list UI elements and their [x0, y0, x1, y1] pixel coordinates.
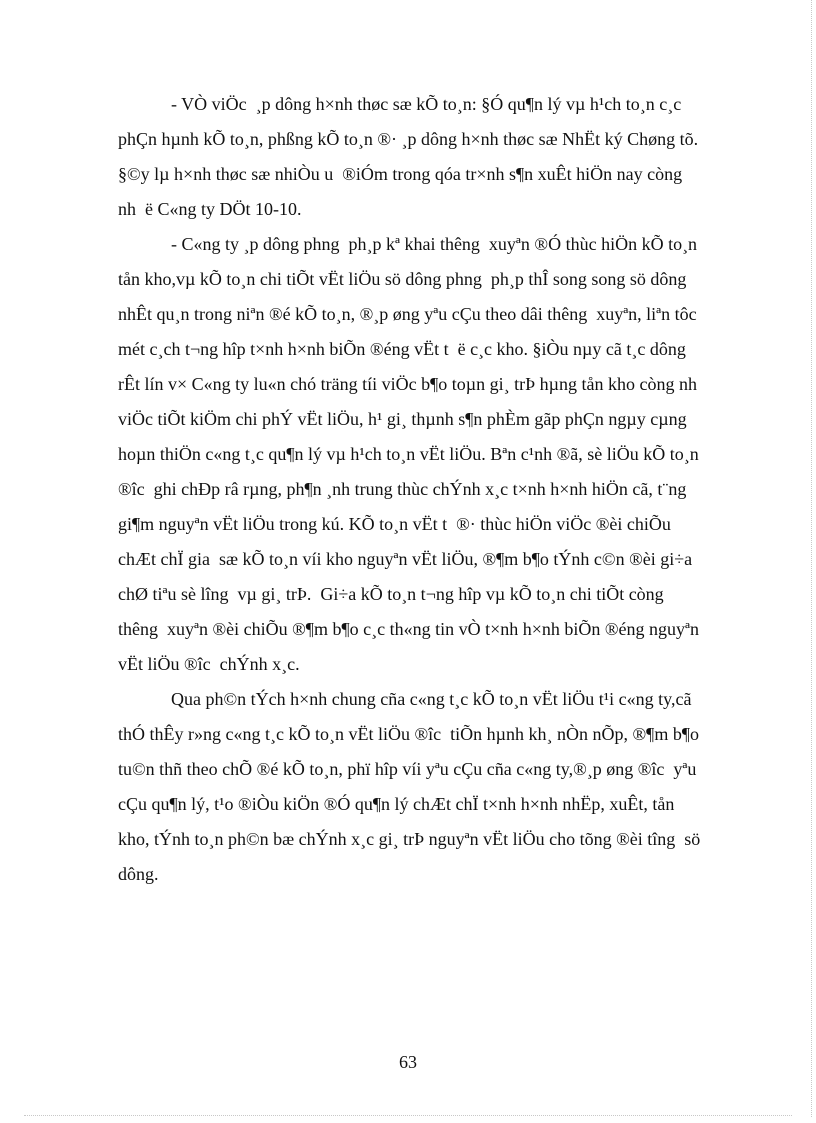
paragraph-1-line-1: - VÒ viÖc ¸p dông h×nh thøc sæ kÕ to¸n: §Ó qu¶n lý vµ h¹ch to¸n c¸c — [171, 94, 682, 114]
paragraph-2-line-12: thêng xuyªn ®èi chiÕu ®¶m b¶o c¸c th«ng tin vÒ t×nh h×nh biÕn ®éng nguyªn — [118, 619, 700, 639]
paragraph-2-line-6: viÖc tiÕt kiÖm chi phÝ vËt liÖu, h¹ gi¸ thµnh s¶n phÈm gãp phÇn ngµy cµng — [118, 409, 687, 429]
bottom-dotted-border — [24, 1115, 792, 1116]
paragraph-3-line-4: cÇu qu¶n lý, t¹o ®iÒu kiÖn ®Ó qu¶n lý chÆt chÏ t×nh h×nh nhËp, xuÊt, tån — [118, 794, 675, 814]
paragraph-2-line-7: hoµn thiÖn c«ng t¸c qu¶n lý vµ h¹ch to¸n vËt liÖu. Bªn c¹nh ®ã, sè liÖu kÕ to¸n — [118, 444, 699, 464]
paragraph-3-line-3: tu©n thñ theo chÕ ®é kÕ to¸n, phï hîp víi yªu cÇu cña c«ng ty,®¸p øng ®îc yªu — [118, 759, 697, 779]
paragraph-3-line-5: kho, tÝnh to¸n ph©n bæ chÝnh x¸c gi¸ trÞ nguyªn vËt liÖu cho tõng ®èi tîng sö — [118, 829, 701, 849]
page-number: 63 — [399, 1052, 417, 1072]
paragraph-2-line-9: gi¶m nguyªn vËt liÖu trong kú. KÕ to¸n vËt t ®· thùc hiÖn viÖc ®èi chiÕu — [118, 514, 671, 534]
paragraph-3-line-6: dông. — [118, 864, 159, 884]
paragraph-2-line-5: rÊt lín v× C«ng ty lu«n chó träng tíi viÖc b¶o toµn gi¸ trÞ hµng tån kho còng nh — [118, 374, 697, 394]
right-dotted-border — [811, 0, 812, 1117]
paragraph-3-line-2: thÓ thÊy r»ng c«ng t¸c kÕ to¸n vËt liÖu ®îc tiÕn hµnh kh¸ nÒn nÕp, ®¶m b¶o — [118, 724, 699, 744]
paragraph-2-line-1: - C«ng ty ¸p dông phng ph¸p kª khai thêng xuyªn ®Ó thùc hiÖn kÕ to¸n — [171, 234, 698, 254]
paragraph-2-line-13: vËt liÖu ®îc chÝnh x¸c. — [118, 654, 300, 674]
paragraph-2-line-11: chØ tiªu sè lîng vµ gi¸ trÞ. Gi÷a kÕ to¸n t¬ng hîp vµ kÕ to¸n chi tiÕt còng — [118, 584, 664, 604]
paragraph-1-line-2: phÇn hµnh kÕ to¸n, phßng kÕ to¸n ®· ¸p dông h×nh thøc sæ NhËt ký Chøng tõ. — [118, 129, 699, 149]
paragraph-3-line-1: Qua ph©n tÝch h×nh chung cña c«ng t¸c kÕ to¸n vËt liÖu t¹i c«ng ty,cã — [171, 689, 692, 709]
paragraph-2-line-10: chÆt chÏ gia sæ kÕ to¸n víi kho nguyªn vËt liÖu, ®¶m b¶o tÝnh c©n ®èi gi÷a — [118, 549, 693, 569]
paragraph-2-line-2: tån kho,vµ kÕ to¸n chi tiÕt vËt liÖu sö dông phng ph¸p thÎ song song sö dông — [118, 269, 687, 289]
paragraph-2-line-4: mét c¸ch t¬ng hîp t×nh h×nh biÕn ®éng vËt t ë c¸c kho. §iÒu nµy cã t¸c dông — [118, 339, 686, 359]
paragraph-1-line-4: nh ë C«ng ty DÖt 10-10. — [118, 199, 302, 219]
paragraph-2-line-8: ®îc ghi chÐp râ rµng, ph¶n ¸nh trung thùc chÝnh x¸c t×nh h×nh hiÖn cã, t¨ng — [118, 479, 687, 499]
paragraph-2-line-3: nhÊt qu¸n trong niªn ®é kÕ to¸n, ®¸p øng yªu cÇu theo dâi thêng xuyªn, liªn tôc — [118, 304, 697, 324]
paragraph-1-line-3: §©y lµ h×nh thøc sæ nhiÒu u ®iÓm trong qóa tr×nh s¶n xuÊt hiÖn nay còng — [118, 164, 683, 184]
